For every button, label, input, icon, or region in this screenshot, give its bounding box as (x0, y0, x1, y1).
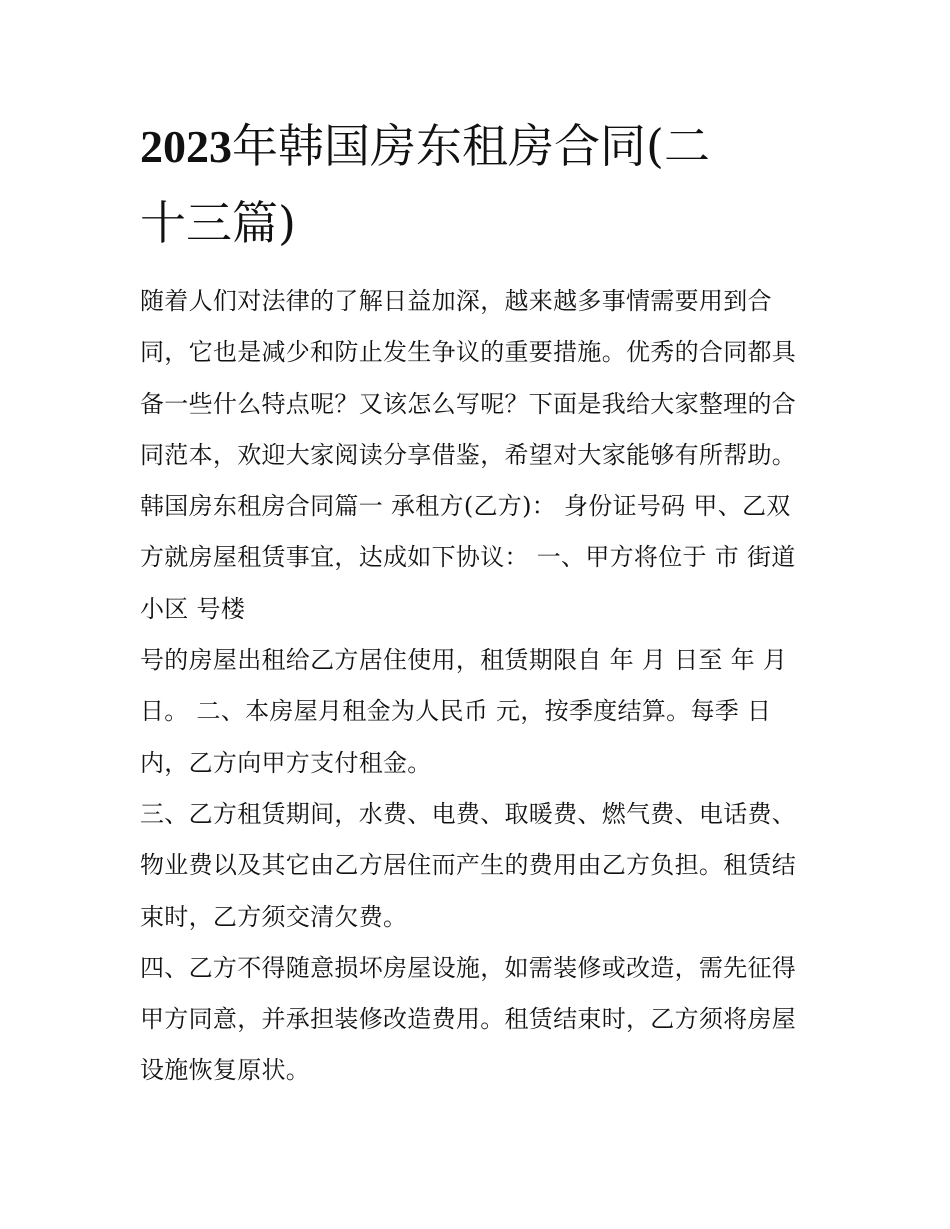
body-line: 韩国房东租房合同篇一 承租方(乙方)： 身份证号码 甲、乙双 (140, 492, 791, 521)
body-line: 随着人们对法律的了解日益加深，越来越多事情需要用到合 (140, 287, 772, 315)
body-line: 号的房屋出租给乙方居住使用，租赁期限自 年 月 日至 年 月 (140, 646, 788, 675)
body-line: 四、乙方不得随意损坏房屋设施，如需装修或改造，需先征得 (140, 953, 797, 982)
body-line: 同，它也是减少和防止发生争议的重要措施。优秀的合同都具 (140, 338, 797, 367)
body-line: 三、乙方租赁期间，水费、电费、取暖费、燃气费、电话费、 (140, 799, 797, 828)
body-line: 日。 二、本房屋月租金为人民币 元，按季度结算。每季 日 (140, 697, 772, 726)
body-line: 设施恢复原状。 (140, 1056, 311, 1085)
document-title (140, 108, 790, 261)
title-line-2: 十三篇) (140, 196, 296, 250)
body-line: 小区 号楼 (140, 594, 246, 623)
title-text: 年韩国房东租房合同(二 (232, 119, 710, 173)
body-line: 同范本，欢迎大家阅读分享借鉴，希望对大家能够有所帮助。 (140, 440, 797, 469)
title-year: 2023 (140, 121, 232, 172)
body-line: 束时，乙方须交清欠费。 (140, 902, 408, 931)
body-line: 方就房屋租赁事宜，达成如下协议： 一、甲方将位于 市 街道 (140, 543, 796, 572)
title-line-1 (140, 108, 790, 185)
body-line: 物业费以及其它由乙方居住而产生的费用由乙方负担。租赁结 (140, 851, 797, 880)
body-line: 甲方同意，并承担装修改造费用。租赁结束时，乙方须将房屋 (140, 1005, 797, 1034)
document-body (140, 276, 820, 1097)
body-line: 内，乙方向甲方支付租金。 (140, 748, 432, 777)
body-line: 备一些什么特点呢？又该怎么写呢？下面是我给大家整理的合 (140, 389, 797, 418)
